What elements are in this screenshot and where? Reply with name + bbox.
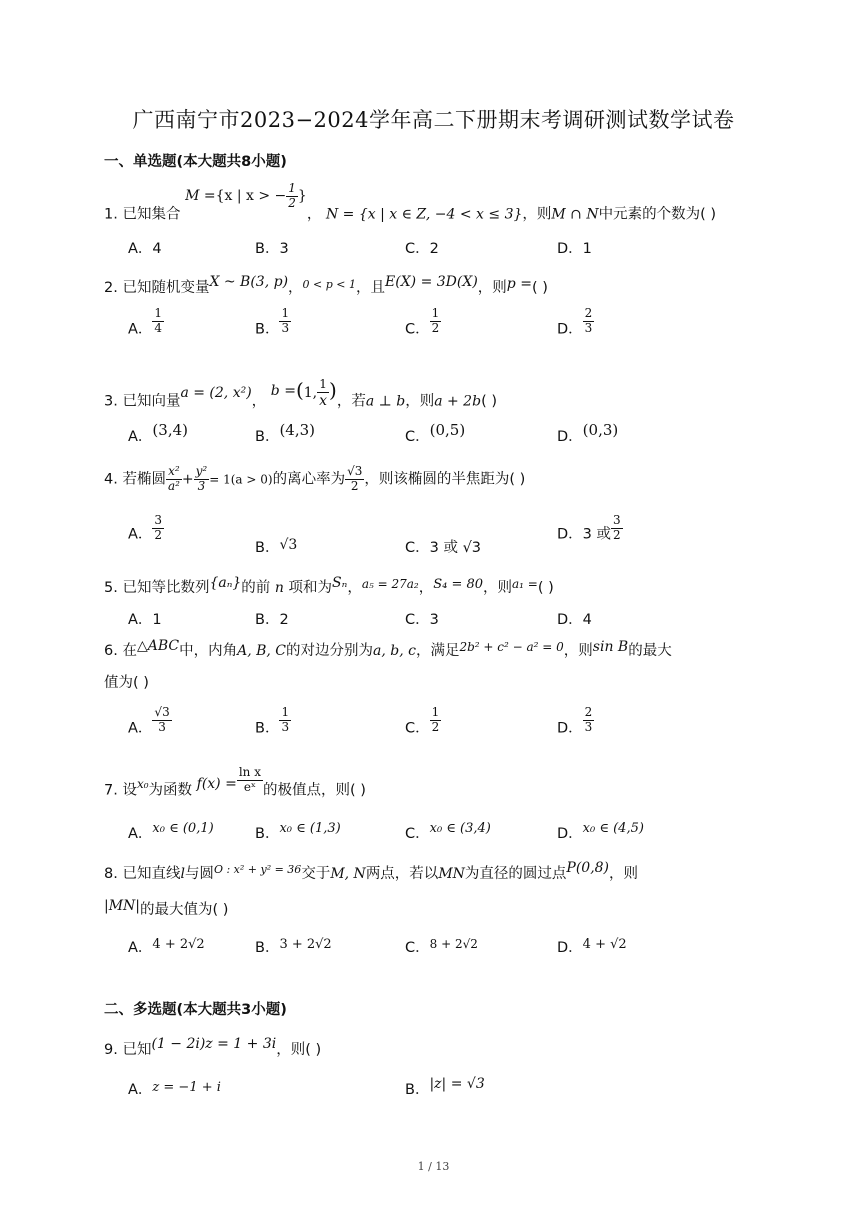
option-a: A．4 + 2√2 (128, 937, 205, 956)
option-b: B．(4,3) (255, 421, 316, 445)
option-a: A． $\frac{3}{2}$ (128, 513, 163, 543)
option-c: C．3 或 √3 (405, 540, 482, 556)
question-8: 8. 已知直线l与圆$^{O : x^2 + y^2 = 36}$交于M, N两点，若以MN为直径的圆过点P(0,8)，则 (104, 860, 639, 882)
option-a: A．4 (128, 241, 162, 257)
option-d: D．3 或 $\frac{3}{2}$ (557, 513, 621, 543)
option-d: D．4 + √2 (557, 937, 627, 956)
page-title: 广西南宁市2023−2024学年高二下册期末考调研测试数学试卷 (132, 108, 735, 132)
question-6-line2: 值为( ) (104, 675, 149, 691)
option-b: B． $\frac{1}{3}$ (255, 306, 290, 338)
option-d: D． $\frac{2}{3}$ (557, 306, 593, 338)
option-d: D．4 (557, 612, 592, 628)
math-intersection: M ∩ N (551, 206, 599, 223)
section-heading-single-choice: 一、单选题(本大题共8小题) (104, 154, 287, 170)
option-b: B．x₀ ∈ (1,3) (255, 821, 341, 842)
option-b: B．3 (255, 241, 289, 257)
question-2: 2. 已知随机变量X ~ B(3, p)，$^{0 < p < 1}$，且E(X) = 3D(X)，则p =( ) (104, 274, 548, 296)
question-text: 1. 已知集合 (104, 206, 181, 223)
option-d: D．(0,3) (557, 421, 619, 445)
section-heading-multiple-choice: 二、多选题(本大题共3小题) (104, 1002, 287, 1018)
option-a: A． $\frac{√3}{3}$ (128, 705, 170, 737)
option-c: C． $\frac{1}{2}$ (405, 705, 440, 737)
question-7: 7. 设$^{x_0}$为函数 f(x) = $\frac{\text{ln x}}{\text{eˣ}}$ 的极值点，则( ) (104, 765, 366, 799)
question-5: 5. 已知等比数列{aₙ}的前 n 项和为Sₙ，$^{a_5 = 27a_2}$，S₄ = 80，则$^{a_1 =}$( ) (104, 575, 554, 596)
option-b: B． $\frac{1}{3}$ (255, 705, 290, 737)
option-b: B．|z| = √3 (405, 1076, 485, 1098)
option-d: D．1 (557, 241, 592, 257)
option-c: C．3 (405, 612, 439, 628)
question-9: 9. 已知(1 − 2i)z = 1 + 3i，则( ) (104, 1036, 322, 1058)
option-c: C． $\frac{1}{2}$ (405, 306, 440, 338)
option-a: A．(3,4) (128, 421, 188, 445)
option-c: C．2 (405, 241, 439, 257)
option-a: A． $\frac{1}{4}$ (128, 306, 163, 338)
option-c: C．x₀ ∈ (3,4) (405, 821, 491, 842)
option-d: D． $\frac{2}{3}$ (557, 705, 593, 737)
option-d: D．x₀ ∈ (4,5) (557, 821, 644, 842)
question-8-line2: |MN|的最大值为( ) (104, 898, 229, 918)
question-4: 4. 若椭圆 $\frac{\text{x²}}{\text{a²}}$ + $\frac{\text{y²}}{3}$ = 1(a > 0)的离心率为 $\frac{√3}{2}$ ，则该椭圆的半焦距为( ) (104, 464, 526, 493)
option-c: C．(0,5) (405, 421, 466, 445)
option-b: B．3 + 2√2 (255, 937, 332, 956)
option-c: C．$^{8 + 2√2}$ (405, 937, 478, 956)
question-1: 1. 已知集合 M ={x | x > − $\frac{1}{2}$ }， N = {x | x ∈ Z, −4 < x ≤ 3}，则M ∩ N中元素的个数为( ) (104, 181, 717, 223)
option-a: A．z = −1 + i (128, 1080, 221, 1098)
question-6: 6. 在△ABC中，内角A, B, C的对边分别为a, b, c，满足$^{2b^2 + c^2 - a^2 = 0}$，则sin B的最大 (104, 638, 672, 659)
math-set-m: M ={x | x > − $\frac{1}{2}$ } (185, 181, 307, 210)
option-b: B．√3 (255, 537, 298, 556)
option-b: B．2 (255, 612, 289, 628)
option-a: A．1 (128, 612, 162, 628)
option-a: A．x₀ ∈ (0,1) (128, 821, 214, 842)
question-3: 3. 已知向量a = (2, x²)， b =(1, $\frac{1}{x}$ )，若a ⊥ b，则a + 2b( ) (104, 377, 497, 410)
page-number: 1 / 13 (417, 1160, 450, 1173)
math-set-n: N = {x | x ∈ Z, −4 < x ≤ 3} (325, 206, 523, 223)
